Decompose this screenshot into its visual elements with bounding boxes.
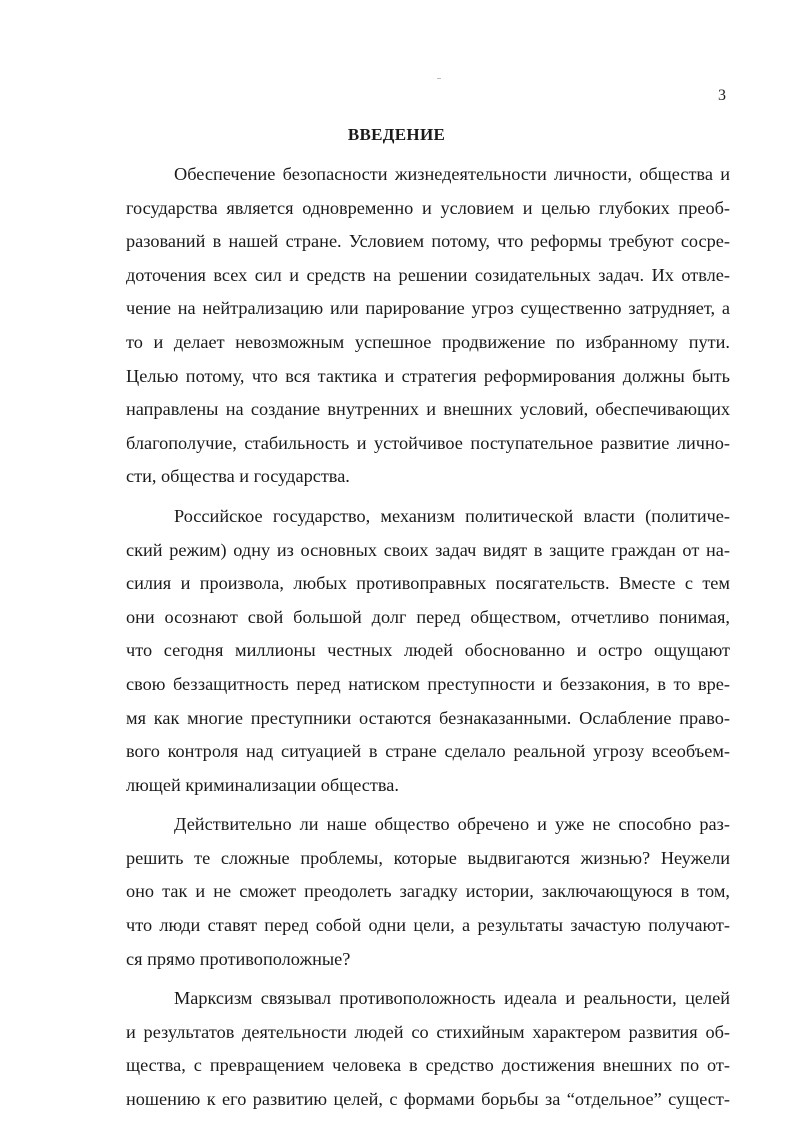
paragraph — [126, 982, 730, 1116]
text-line: разований в нашей стране. Условием потому, что реформы требуют сосре- — [126, 231, 730, 252]
text-line: силия и произвола, любых противоправных посягательств. Вместе с тем — [126, 573, 730, 594]
text-line: благополучие, стабильность и устойчивое поступательное развитие лично- — [126, 432, 730, 453]
text-line: Действительно ли наше общество обречено и уже не способно раз- — [174, 814, 730, 835]
text-line: Марксизм связывал противоположность идеала и реальности, целей — [174, 988, 730, 1009]
paragraph — [126, 500, 730, 802]
text-line: Обеспечение безопасности жизнедеятельности личности, общества и — [174, 164, 730, 184]
body-text — [126, 158, 730, 1117]
text-line: то и делает невозможным успешное продвижение по избранному пути. — [126, 331, 730, 352]
text-line: ский режим) одну из основных своих задач видят в защите граждан от на- — [126, 539, 730, 560]
section-heading: ВВЕДЕНИЕ — [347, 125, 446, 144]
text-line: оно так и не сможет преодолеть загадку истории, заключающуюся в том, — [126, 881, 730, 902]
text-line: и результатов деятельности людей со стихийным характером развития об- — [126, 1021, 730, 1042]
text-line: ся прямо противоположные? — [126, 948, 351, 969]
paragraph — [126, 158, 730, 494]
text-line: доточения всех сил и средств на решении созидательных задач. Их отвле- — [126, 264, 730, 285]
paragraph — [126, 808, 730, 976]
text-line: лющей криминализации общества. — [126, 774, 399, 795]
text-line: Российское государство, механизм политической власти (политиче- — [174, 505, 730, 526]
text-line: чение на нейтрализацию или парирование угроз существенно затрудняет, а — [126, 298, 730, 319]
text-line: они осознают свой большой долг перед обществом, отчетливо понимая, — [126, 606, 730, 627]
text-line: щества, с превращением человека в средство достижения внешних по от- — [126, 1055, 730, 1076]
scan-speck — [437, 78, 441, 79]
text-line: ношению к его развитию целей, с формами борьбы за “отдельное” сущест- — [126, 1089, 730, 1110]
text-line: свою беззащитность перед натиском преступности и беззакония, в то вре- — [126, 673, 730, 694]
text-line: вого контроля над ситуацией в стране сделало реальной угрозу всеобъем- — [126, 741, 730, 762]
text-line: что сегодня миллионы честных людей обоснованно и остро ощущают — [126, 640, 730, 661]
text-line: государства является одновременно и условием и целью глубоких преоб- — [126, 197, 730, 218]
text-line: Целью потому, что вся тактика и стратегия реформирования должны быть — [126, 365, 730, 386]
text-line: решить те сложные проблемы, которые выдвигаются жизнью? Неужели — [126, 847, 730, 868]
text-line: сти, общества и государства. — [126, 466, 350, 487]
text-line: что люди ставят перед собой одни цели, а результаты зачастую получают- — [126, 915, 730, 936]
text-line: направлены на создание внутренних и внешних условий, обеспечивающих — [126, 399, 730, 420]
text-line: мя как многие преступники остаются безнаказанными. Ослабление право- — [126, 707, 730, 728]
page-number: 3 — [718, 87, 726, 104]
